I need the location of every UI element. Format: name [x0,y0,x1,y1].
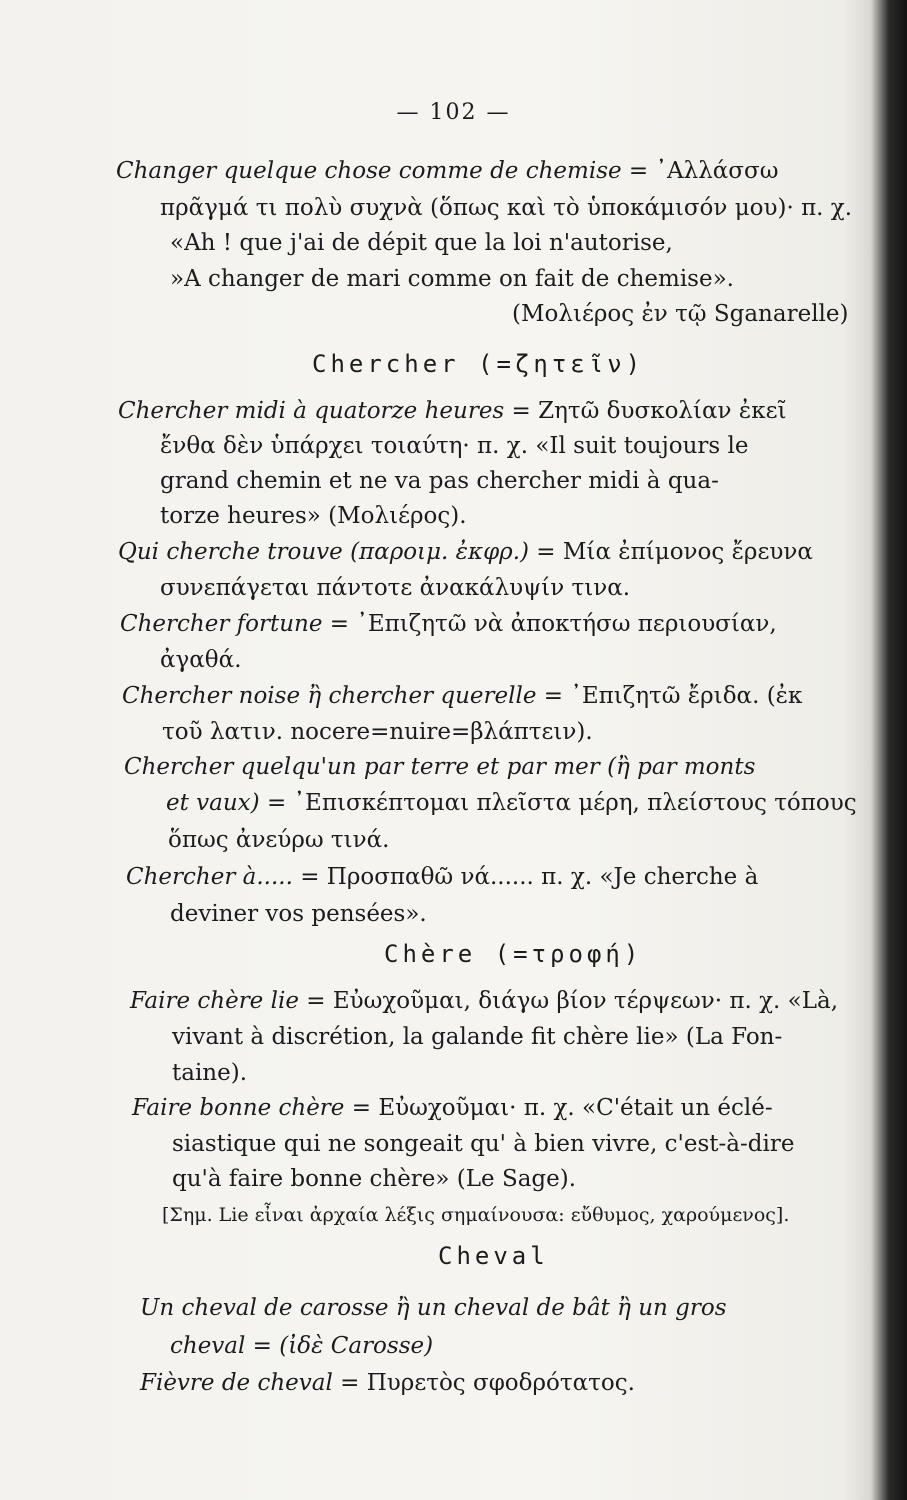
entry-line: grand chemin et ne va pas chercher midi à qua- [160,468,719,494]
entry-line [118,541,813,564]
entry-line [132,1097,773,1120]
entry-line: τοῦ λατιν. nocere=nuire=βλάπτειν). [162,719,593,745]
entry-line [130,990,838,1013]
entry-line: πρᾶγμά τι πολὺ συχνὰ (ὅπως καὶ τὸ ὑποκάμισόν μου)· π. χ. [160,195,853,221]
quote-line: »A changer de mari comme on fait de chemise». [170,266,734,292]
entry-line [122,685,802,708]
entry-term: Changer quelque chose comme de chemise [116,158,622,184]
entry-definition: = ᾿Επισκέπτομαι πλεῖστα μέρη, πλείστους τόπους [259,790,857,816]
entry-term: Un cheval de carosse ἢ un cheval de bât ἢ un gros [140,1295,727,1321]
citation: (Μολιέρος ἐν τῷ Sganarelle) [512,301,849,327]
entry-term: et vaux) [166,790,260,816]
quote-line: «Ah ! que j'ai de dépit que la loi n'autorise, [170,230,673,256]
entry-term: Fièvre de cheval [140,1370,333,1396]
entry-term: Chercher midi à quatorze heures [118,398,505,424]
entry-definition: = Εὐωχοῦμαι· π. χ. «C'était un éclé- [344,1095,773,1121]
entry-definition: = Πυρετὸς σφοδρότατος. [332,1370,635,1396]
entry-definition: = Μία ἐπίμονος ἔρευνα [528,539,813,565]
entry-term: Chercher fortune [120,611,323,637]
note-line: [Σημ. Lie εἶναι ἀρχαία λέξις σημαίνουσα: εὔθυμος, χαρούμενος]. [162,1204,790,1226]
entry-definition: = ᾿Επιζητῶ νὰ ἀποκτήσω περιουσίαν, [322,611,777,637]
entry-definition: = ᾿Επιζητῶ ἔριδα. (ἐκ [536,683,803,709]
entry-definition: = Προσπαθῶ νά...... π. χ. «Je cherche à [292,864,759,890]
entry-line: ὅπως ἀνεύρω τινά. [168,827,390,853]
entry-term: Qui cherche trouve (παροιμ. ἐκφρ.) [118,539,529,565]
entry-line: torze heures» (Μολιέρος). [160,503,467,529]
entry-term: Chercher à..... [126,864,293,890]
entry-line [126,866,758,889]
entry-line: qu'à faire bonne chère» (Le Sage). [172,1166,577,1192]
entry-line: siastique qui ne songeait qu' à bien vivre, c'est-à-dire [172,1131,795,1157]
entry-line: συνεπάγεται πάντοτε ἀνακάλυψίν τινα. [160,575,631,601]
entry-term: Chercher noise ἢ chercher querelle [122,683,537,709]
section-heading: Cheval [438,1242,549,1270]
entry-term: Faire chère lie [130,988,299,1014]
page-number: — 102 — [396,100,511,125]
entry-definition: = Εὐωχοῦμαι, διάγω βίον τέρψεων· π. χ. «Là, [298,988,839,1014]
entry-line [166,792,857,815]
entry-line: ἀγαθά. [160,647,242,673]
entry-line [140,1372,635,1395]
entry-line [118,400,787,423]
entry-term: cheval = (ἰδὲ Carosse) [170,1333,434,1359]
entry-definition: = Ζητῶ δυσκολίαν ἐκεῖ [504,398,787,424]
entry-line: taine). [172,1060,248,1086]
section-heading: Chercher (=ζητεῖν) [312,350,645,378]
entry-line [120,613,777,636]
entry-definition: = ᾿Αλλάσσω [621,158,779,184]
entry-line: vivant à discrétion, la galande fit chère lie» (La Fon- [172,1024,783,1050]
entry-term: Chercher quelqu'un par terre et par mer (ἢ par monts [124,754,756,780]
entry-term: Faire bonne chère [132,1095,345,1121]
section-heading: Chère (=τροφή) [384,940,643,968]
entry-line [116,160,778,183]
entry-line: deviner vos pensées». [170,901,427,927]
entry-line: ἔνθα δὲν ὑπάρχει τοιαύτη· π. χ. «Il suit toujours le [160,433,749,459]
